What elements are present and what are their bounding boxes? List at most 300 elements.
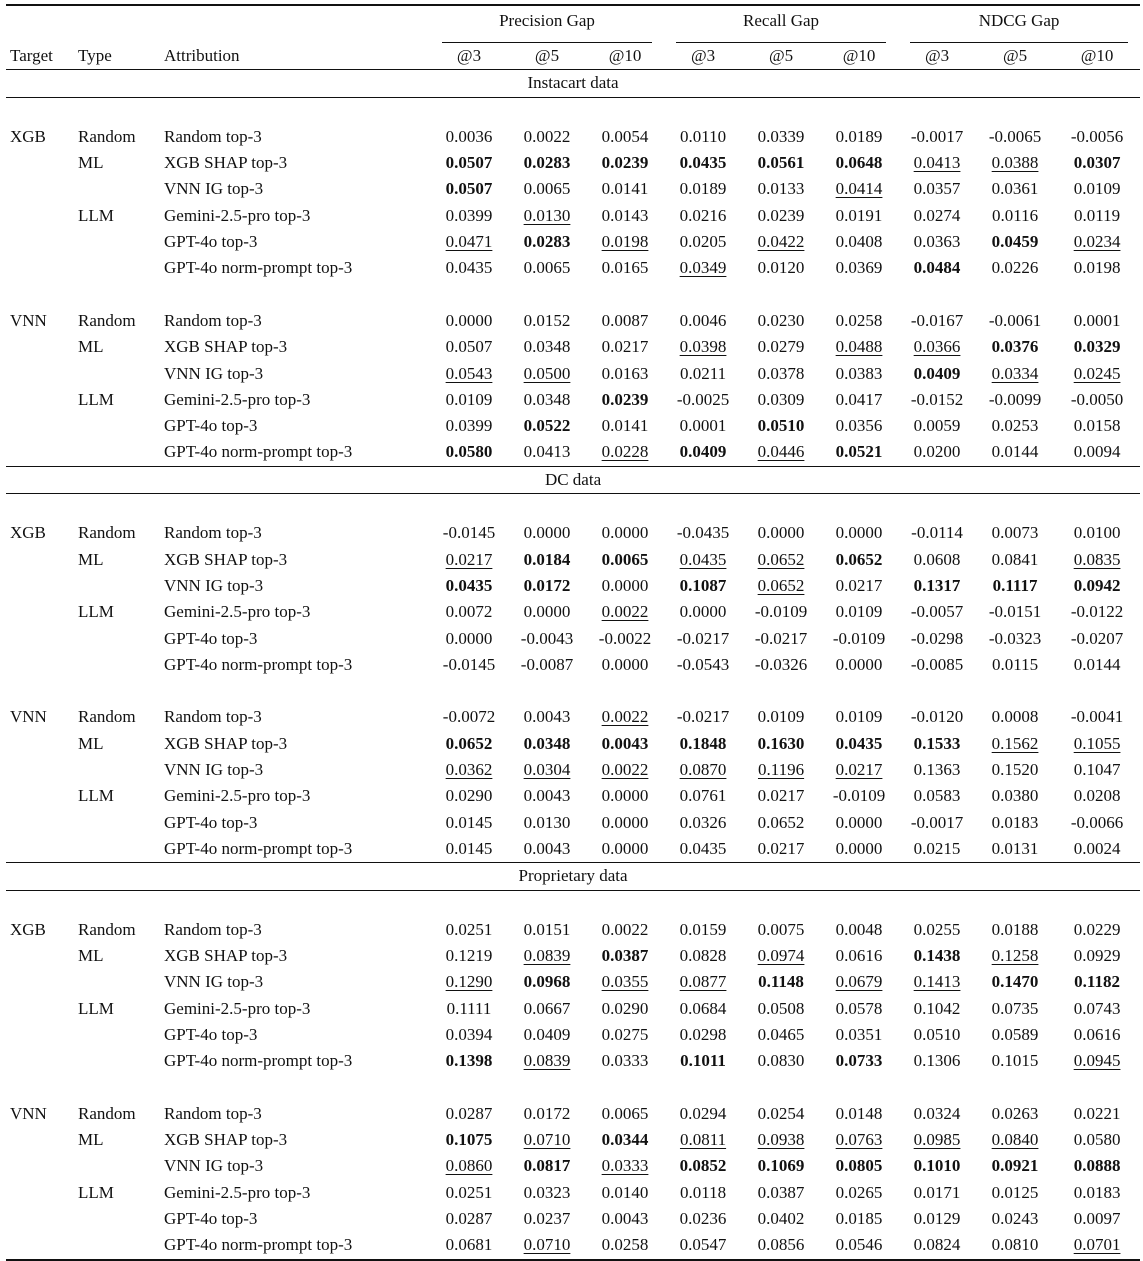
- cell-attribution: GPT-4o top-3: [164, 1209, 258, 1229]
- cell-value: [1054, 1022, 1140, 1048]
- cell-value: [430, 547, 508, 573]
- cell-value: [664, 1127, 742, 1153]
- cell-value: [508, 334, 586, 360]
- column-header-k: @10: [586, 43, 664, 70]
- cell-value: [976, 1206, 1054, 1232]
- group-header-precision: Precision Gap: [430, 5, 664, 43]
- value-text: 0.0841: [991, 549, 1039, 569]
- value-text: 0.0183: [991, 812, 1039, 832]
- cell-target: [6, 599, 78, 625]
- value-text: 0.1848: [679, 733, 727, 753]
- value-text: -0.0050: [1070, 389, 1124, 409]
- cell-value: [508, 361, 586, 387]
- value-text: 0.0304: [523, 760, 571, 780]
- cell-value: [508, 573, 586, 599]
- cell-value: [820, 308, 898, 334]
- value-text: 0.0133: [757, 179, 805, 199]
- cell-value: [742, 1153, 820, 1179]
- cell-value: [586, 783, 664, 809]
- value-text: 0.0001: [679, 416, 727, 436]
- cell-value: [1054, 1101, 1140, 1127]
- value-text: 0.0022: [523, 126, 571, 146]
- table-row: [6, 599, 1140, 625]
- cell-value: [586, 1101, 664, 1127]
- value-text: 0.0333: [601, 1051, 649, 1071]
- cell-attribution: Random top-3: [164, 1103, 262, 1123]
- cell-value: [1054, 1153, 1140, 1179]
- column-header-k: @10: [1054, 43, 1140, 70]
- cell-value: [508, 969, 586, 995]
- cell-value: [976, 731, 1054, 757]
- value-text: 0.0348: [523, 337, 571, 357]
- value-text: 0.0417: [835, 389, 883, 409]
- column-header-k: @5: [976, 43, 1054, 70]
- value-text: 0.0141: [601, 416, 649, 436]
- value-text: 0.0435: [445, 575, 493, 595]
- value-text: 0.1290: [445, 972, 493, 992]
- header-column-row: [6, 43, 1140, 70]
- value-text: 0.1011: [680, 1051, 726, 1071]
- value-text: 0.0275: [601, 1024, 649, 1044]
- value-text: 0.0488: [835, 337, 883, 357]
- cell-target: [6, 229, 78, 255]
- cell-value: [586, 652, 664, 678]
- value-text: 0.0710: [523, 1235, 571, 1255]
- value-text: 0.0263: [991, 1103, 1039, 1123]
- table-row: [6, 731, 1140, 757]
- cell-value: [1054, 917, 1140, 943]
- cell-value: [898, 943, 976, 969]
- cell-value: [1054, 599, 1140, 625]
- value-text: 0.0183: [1073, 1182, 1121, 1202]
- cell-type: [78, 810, 164, 836]
- value-text: 0.0100: [1073, 523, 1121, 543]
- cell-value: [742, 917, 820, 943]
- value-text: 0.0072: [445, 602, 493, 622]
- value-text: 0.0159: [679, 919, 727, 939]
- cell-value: [1054, 573, 1140, 599]
- cell-value: [742, 757, 820, 783]
- table-row: [6, 917, 1140, 943]
- cell-attribution: VNN IG top-3: [164, 363, 264, 383]
- cell-value: [742, 150, 820, 176]
- value-text: -0.0217: [676, 707, 730, 727]
- cell-value: [430, 996, 508, 1022]
- value-text: -0.0145: [442, 523, 496, 543]
- table-row: [6, 387, 1140, 413]
- table-row: [6, 704, 1140, 730]
- cell-value: [508, 731, 586, 757]
- cell-value: [664, 1153, 742, 1179]
- cell-value: [1054, 203, 1140, 229]
- value-text: -0.0217: [676, 628, 730, 648]
- table-row: [6, 943, 1140, 969]
- cell-attribution: GPT-4o top-3: [164, 628, 258, 648]
- value-text: 0.0578: [835, 998, 883, 1018]
- cell-value: [898, 439, 976, 466]
- value-text: -0.0066: [1070, 812, 1124, 832]
- table-row: [6, 810, 1140, 836]
- cell-value: [742, 308, 820, 334]
- cell-attribution: Random top-3: [164, 707, 262, 727]
- cell-target: [6, 810, 78, 836]
- cell-value: [820, 1048, 898, 1074]
- spacer-row: [6, 282, 1140, 308]
- cell-value: [976, 996, 1054, 1022]
- value-text: 0.0198: [1073, 258, 1121, 278]
- value-text: 0.0022: [601, 919, 649, 939]
- value-text: 0.0652: [757, 575, 805, 595]
- value-text: 0.0294: [679, 1103, 727, 1123]
- value-text: 0.0735: [991, 998, 1039, 1018]
- cell-value: [820, 1206, 898, 1232]
- value-text: -0.0109: [754, 602, 808, 622]
- cell-value: [820, 547, 898, 573]
- value-text: -0.0041: [1070, 707, 1124, 727]
- cell-target: [6, 1180, 78, 1206]
- cell-value: [508, 1180, 586, 1206]
- value-text: 0.0251: [445, 919, 493, 939]
- cell-value: [976, 203, 1054, 229]
- cell-type: [78, 1153, 164, 1179]
- cell-value: [586, 334, 664, 360]
- value-text: -0.0167: [910, 310, 964, 330]
- cell-type: [78, 176, 164, 202]
- cell-target: [6, 757, 78, 783]
- cell-value: [820, 783, 898, 809]
- cell-value: [508, 1101, 586, 1127]
- value-text: 0.0043: [523, 786, 571, 806]
- cell-value: [508, 255, 586, 281]
- value-text: 0.0860: [445, 1156, 493, 1176]
- cell-value: [820, 1180, 898, 1206]
- cell-value: [586, 413, 664, 439]
- cell-type: ML: [78, 549, 104, 569]
- value-text: 0.0065: [523, 258, 571, 278]
- cell-value: [1054, 124, 1140, 150]
- cell-value: [508, 229, 586, 255]
- value-text: 0.0216: [679, 205, 727, 225]
- cell-value: [976, 124, 1054, 150]
- cell-value: [586, 599, 664, 625]
- value-text: 0.0459: [991, 232, 1039, 252]
- cell-value: [664, 810, 742, 836]
- value-text: 0.0205: [679, 232, 727, 252]
- table-row: [6, 652, 1140, 678]
- value-text: 0.0616: [1073, 1024, 1121, 1044]
- value-text: 0.1047: [1073, 760, 1121, 780]
- cell-value: [976, 969, 1054, 995]
- cell-value: [976, 917, 1054, 943]
- cell-value: [508, 520, 586, 546]
- value-text: 0.0048: [835, 919, 883, 939]
- cell-value: [742, 731, 820, 757]
- column-header-k: @5: [742, 43, 820, 70]
- table-row: [6, 413, 1140, 439]
- value-text: 0.0710: [523, 1130, 571, 1150]
- cell-type: [78, 573, 164, 599]
- cell-target: [6, 387, 78, 413]
- spacer-row: [6, 678, 1140, 704]
- cell-value: [742, 1048, 820, 1074]
- cell-value: [820, 652, 898, 678]
- cell-value: [1054, 1127, 1140, 1153]
- cell-type: [78, 652, 164, 678]
- cell-target: [6, 652, 78, 678]
- cell-value: [898, 996, 976, 1022]
- cell-value: [898, 255, 976, 281]
- value-text: 0.0158: [1073, 416, 1121, 436]
- cell-value: [976, 626, 1054, 652]
- cell-value: [898, 1022, 976, 1048]
- value-text: 0.0652: [757, 812, 805, 832]
- value-text: 0.0140: [601, 1182, 649, 1202]
- value-text: 0.1413: [913, 972, 961, 992]
- table-row: [6, 150, 1140, 176]
- value-text: 0.0163: [601, 363, 649, 383]
- cell-attribution: Random top-3: [164, 310, 262, 330]
- value-text: 0.0344: [601, 1130, 649, 1150]
- cell-attribution: Gemini-2.5-pro top-3: [164, 786, 311, 806]
- value-text: 0.0258: [601, 1235, 649, 1255]
- cell-value: [508, 810, 586, 836]
- cell-target: [6, 573, 78, 599]
- value-text: 0.0929: [1073, 946, 1121, 966]
- value-text: 0.0217: [757, 786, 805, 806]
- cell-value: [508, 626, 586, 652]
- value-text: -0.0120: [910, 707, 964, 727]
- value-text: -0.0043: [520, 628, 574, 648]
- table-row: [6, 1206, 1140, 1232]
- value-text: -0.0072: [442, 707, 496, 727]
- cell-value: [586, 1022, 664, 1048]
- cell-value: [430, 150, 508, 176]
- value-text: 0.0229: [1073, 919, 1121, 939]
- value-text: 0.0942: [1073, 575, 1121, 595]
- value-text: 0.0409: [679, 442, 727, 462]
- cell-value: [664, 439, 742, 466]
- cell-value: [430, 783, 508, 809]
- cell-value: [586, 1180, 664, 1206]
- value-text: 0.0616: [835, 946, 883, 966]
- cell-value: [898, 757, 976, 783]
- cell-value: [508, 943, 586, 969]
- cell-attribution: XGB SHAP top-3: [164, 337, 288, 357]
- cell-value: [742, 413, 820, 439]
- cell-value: [898, 836, 976, 863]
- cell-value: [586, 810, 664, 836]
- cell-value: [1054, 439, 1140, 466]
- value-text: 0.0243: [991, 1209, 1039, 1229]
- cell-type: ML: [78, 337, 104, 357]
- value-text: 0.0394: [445, 1024, 493, 1044]
- cell-value: [976, 836, 1054, 863]
- table-row: [6, 1101, 1140, 1127]
- cell-value: [898, 1048, 976, 1074]
- section-header-row: [6, 70, 1140, 97]
- value-text: 0.0254: [757, 1103, 805, 1123]
- value-text: -0.0057: [910, 602, 964, 622]
- value-text: 0.0380: [991, 786, 1039, 806]
- cell-value: [508, 704, 586, 730]
- cell-value: [430, 757, 508, 783]
- cell-attribution: XGB SHAP top-3: [164, 733, 288, 753]
- cell-value: [976, 757, 1054, 783]
- value-text: 0.0361: [991, 179, 1039, 199]
- cell-attribution: XGB SHAP top-3: [164, 153, 288, 173]
- cell-value: [820, 1022, 898, 1048]
- value-text: 0.0065: [523, 179, 571, 199]
- cell-value: [430, 334, 508, 360]
- value-text: 0.0287: [445, 1209, 493, 1229]
- cell-value: [664, 731, 742, 757]
- cell-target: [6, 996, 78, 1022]
- cell-value: [742, 652, 820, 678]
- cell-target: [6, 150, 78, 176]
- value-text: 0.0830: [757, 1051, 805, 1071]
- value-text: -0.0326: [754, 654, 808, 674]
- table-row: [6, 1048, 1140, 1074]
- value-text: 0.0217: [835, 760, 883, 780]
- cell-value: [976, 1127, 1054, 1153]
- value-text: -0.0435: [676, 523, 730, 543]
- value-text: 0.0522: [523, 416, 571, 436]
- value-text: 0.1010: [913, 1156, 961, 1176]
- cell-value: [820, 1153, 898, 1179]
- cell-value: [664, 387, 742, 413]
- cell-attribution: Random top-3: [164, 919, 262, 939]
- cell-value: [664, 917, 742, 943]
- value-text: 0.0652: [835, 549, 883, 569]
- table-row: [6, 203, 1140, 229]
- value-text: 0.0000: [523, 602, 571, 622]
- value-text: 0.0763: [835, 1130, 883, 1150]
- value-text: 0.0435: [679, 838, 727, 858]
- value-text: 0.0115: [991, 654, 1039, 674]
- cell-value: [1054, 255, 1140, 281]
- value-text: 0.0043: [523, 707, 571, 727]
- cell-value: [586, 917, 664, 943]
- table-row: [6, 1022, 1140, 1048]
- cell-value: [508, 836, 586, 863]
- cell-value: [1054, 626, 1140, 652]
- cell-value: [898, 124, 976, 150]
- cell-value: [976, 1048, 1054, 1074]
- column-header-k: @5: [508, 43, 586, 70]
- cell-value: [820, 334, 898, 360]
- cell-value: [742, 229, 820, 255]
- cell-attribution: Random top-3: [164, 523, 262, 543]
- value-text: 0.0065: [601, 549, 649, 569]
- cell-value: [976, 308, 1054, 334]
- value-text: 0.0399: [445, 205, 493, 225]
- value-text: 0.0119: [1074, 205, 1121, 225]
- value-text: 0.0145: [445, 838, 493, 858]
- value-text: 0.0283: [523, 153, 571, 173]
- cell-value: [430, 731, 508, 757]
- value-text: 0.0743: [1073, 998, 1121, 1018]
- cell-value: [664, 757, 742, 783]
- value-text: 0.1470: [991, 972, 1039, 992]
- value-text: 0.0165: [601, 258, 649, 278]
- cell-value: [898, 1101, 976, 1127]
- cell-value: [586, 1127, 664, 1153]
- value-text: 0.0383: [835, 363, 883, 383]
- cell-type: Random: [78, 1103, 136, 1123]
- cell-value: [586, 361, 664, 387]
- cell-target: VNN: [10, 707, 47, 727]
- column-header-k: @3: [898, 43, 976, 70]
- cell-value: [976, 547, 1054, 573]
- value-text: 0.0230: [757, 310, 805, 330]
- cell-target: [6, 731, 78, 757]
- value-text: -0.0151: [988, 602, 1042, 622]
- value-text: 0.0733: [835, 1051, 883, 1071]
- value-text: 0.0810: [991, 1235, 1039, 1255]
- cell-value: [586, 573, 664, 599]
- cell-value: [898, 731, 976, 757]
- value-text: 0.0348: [523, 733, 571, 753]
- cell-value: [508, 1206, 586, 1232]
- spacer-row: [6, 1075, 1140, 1101]
- cell-type: LLM: [78, 389, 114, 409]
- cell-value: [820, 176, 898, 202]
- value-text: 0.0652: [445, 733, 493, 753]
- value-text: -0.0087: [520, 654, 574, 674]
- cell-value: [508, 1153, 586, 1179]
- value-text: 0.0333: [601, 1156, 649, 1176]
- value-text: 0.0189: [679, 179, 727, 199]
- value-text: 0.0500: [523, 363, 571, 383]
- value-text: -0.0114: [911, 523, 963, 543]
- spacer-row: [6, 890, 1140, 917]
- cell-target: VNN: [10, 310, 47, 330]
- value-text: 0.0852: [679, 1156, 727, 1176]
- value-text: 0.0323: [523, 1182, 571, 1202]
- cell-value: [664, 334, 742, 360]
- value-text: 0.0840: [991, 1130, 1039, 1150]
- value-text: -0.0061: [988, 310, 1042, 330]
- cell-type: Random: [78, 310, 136, 330]
- cell-value: [976, 1232, 1054, 1259]
- value-text: 0.0109: [757, 707, 805, 727]
- cell-value: [430, 361, 508, 387]
- cell-type: [78, 836, 164, 863]
- cell-value: [742, 836, 820, 863]
- cell-value: [664, 361, 742, 387]
- cell-value: [508, 917, 586, 943]
- cell-target: [6, 1206, 78, 1232]
- value-text: -0.0217: [754, 628, 808, 648]
- cell-value: [664, 652, 742, 678]
- value-text: 0.0000: [601, 523, 649, 543]
- value-text: 0.0075: [757, 919, 805, 939]
- cell-value: [898, 547, 976, 573]
- cell-value: [1054, 1180, 1140, 1206]
- cell-value: [430, 652, 508, 678]
- table-row: [6, 783, 1140, 809]
- value-text: 0.0279: [757, 337, 805, 357]
- cell-value: [898, 1232, 976, 1259]
- cell-value: [742, 361, 820, 387]
- value-text: 0.0198: [601, 232, 649, 252]
- column-header-k: @10: [820, 43, 898, 70]
- value-text: 0.0245: [1073, 363, 1121, 383]
- value-text: 0.0471: [445, 232, 493, 252]
- cell-attribution: VNN IG top-3: [164, 972, 264, 992]
- value-text: 0.0985: [913, 1130, 961, 1150]
- cell-type: Random: [78, 126, 136, 146]
